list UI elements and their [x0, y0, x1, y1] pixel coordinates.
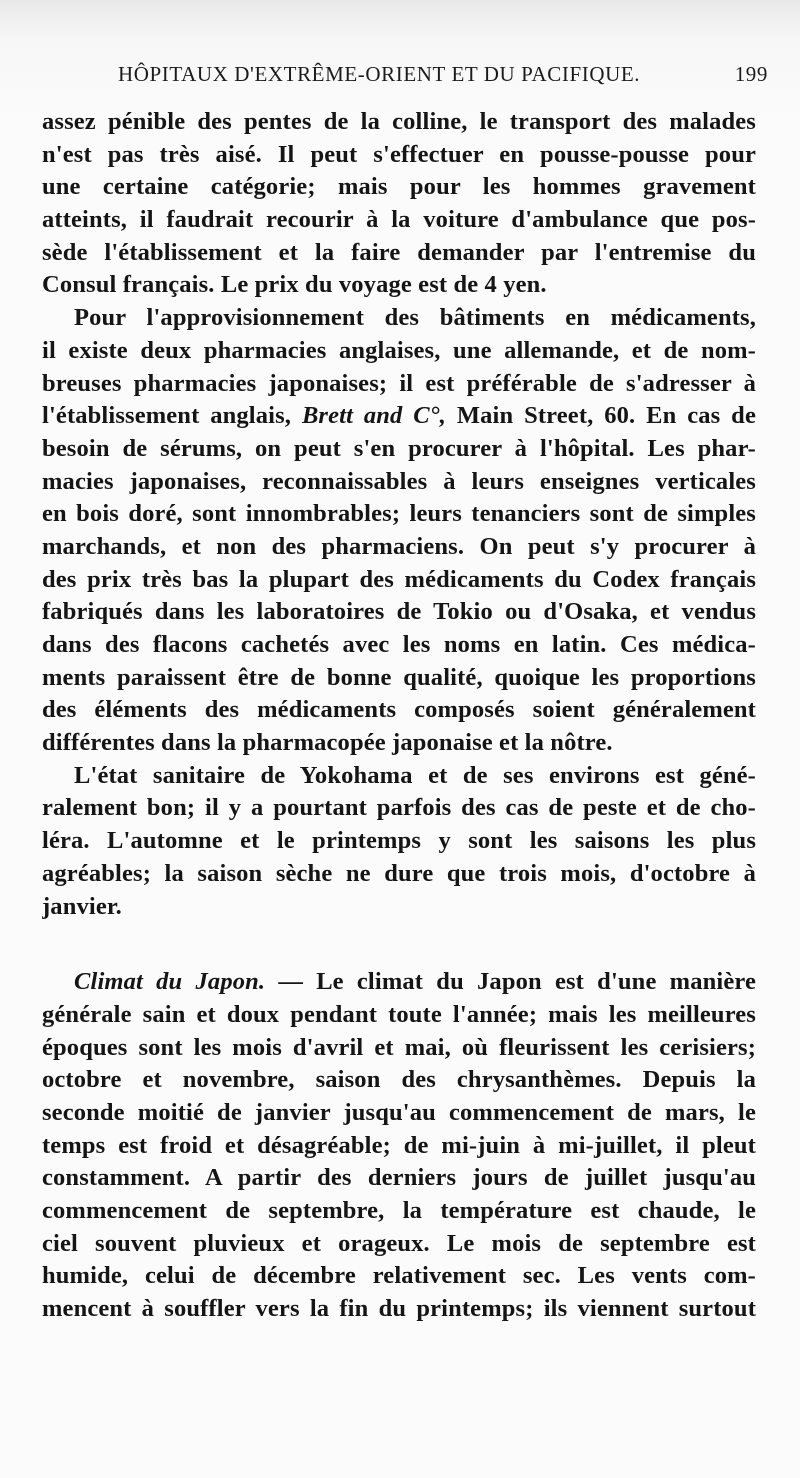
body-text: [42, 106, 756, 1326]
text-line: commencement de septembre, la température est chaude, le: [42, 1197, 756, 1224]
text-line: des prix très bas la plupart des médicaments du Codex français: [42, 565, 756, 593]
text-fragment: Main Street, 60. En cas de: [456, 402, 756, 430]
running-title: HÔPITAUX D'EXTRÊME-ORIENT ET DU PACIFIQUE.: [118, 62, 641, 86]
text-line: assez pénible des pentes de la colline, le transport des malades: [42, 108, 756, 135]
text-line: janvier.: [42, 892, 122, 920]
text-line: ments paraissent être de bonne qualité, quoique les proportions: [42, 663, 756, 691]
text-line: sède l'établissement et la faire demander par l'entremise du: [42, 238, 756, 266]
text-line: époques sont les mois d'avril et mai, où fleurissent les cerisiers;: [42, 1033, 756, 1061]
text-line: n'est pas très aisé. Il peut s'effectuer en pousse-pousse pour: [42, 140, 756, 168]
text-line: seconde moitié de janvier jusqu'au commencement de mars, le: [42, 1098, 756, 1126]
text-line: une certaine catégorie; mais pour les hommes gravement: [42, 173, 756, 201]
text-line: marchands, et non des pharmaciens. On peut s'y procurer à: [42, 532, 756, 560]
text-fragment: l'établissement anglais,: [42, 402, 292, 430]
text-fragment: — Le climat du Japon est d'une manière: [278, 968, 756, 996]
company-name: Brett and C°,: [301, 402, 447, 430]
text-line: L'état sanitaire de Yokohama et de ses environs est géné-: [74, 761, 756, 789]
text-line: ralement bon; il y a pourtant parfois des cas de peste et de cho-: [42, 794, 756, 822]
text-line: générale sain et doux pendant toute l'année; mais les meilleures: [42, 1000, 756, 1028]
text-line-with-citation: [42, 400, 756, 433]
text-line: besoin de sérums, on peut s'en procurer à l'hôpital. Les phar-: [42, 434, 756, 462]
text-line: temps est froid et désagréable; de mi-juin à mi-juillet, il pleut: [42, 1131, 756, 1159]
text-line: agréables; la saison sèche ne dure que trois mois, d'octobre à: [42, 859, 756, 887]
text-line: ciel souvent pluvieux et orageux. Le mois de septembre est: [42, 1229, 756, 1257]
text-line: différentes dans la pharmacopée japonaise et la nôtre.: [42, 729, 613, 757]
text-line: mencent à souffler vers la fin du printemps; ils viennent surtout: [42, 1295, 756, 1323]
text-line: Consul français. Le prix du voyage est de 4 yen.: [42, 271, 547, 299]
text-line: macies japonaises, reconnaissables à leurs enseignes verticales: [42, 467, 756, 495]
section-heading: Climat du Japon.: [74, 968, 266, 996]
text-line: Pour l'approvisionnement des bâtiments en médicaments,: [74, 304, 756, 332]
text-line: en bois doré, sont innombrables; leurs tenanciers sont de simples: [42, 500, 756, 528]
section-heading-line: [42, 966, 756, 999]
text-line: dans des flacons cachetés avec les noms en latin. Ces médica-: [42, 631, 756, 658]
text-line: breuses pharmacies japonaises; il est préférable de s'adresser à: [42, 369, 756, 397]
text-line: octobre et novembre, saison des chrysanthèmes. Depuis la: [42, 1066, 756, 1094]
text-line: humide, celui de décembre relativement sec. Les vents com-: [42, 1262, 756, 1290]
text-line: fabriqués dans les laboratoires de Tokio ou d'Osaka, et vendus: [42, 598, 756, 626]
text-line: léra. L'automne et le printemps y sont les saisons les plus: [42, 827, 756, 855]
page-number: 199: [734, 62, 768, 86]
text-line: atteints, il faudrait recourir à la voiture d'ambulance que pos-: [42, 206, 756, 234]
page-header: [118, 62, 768, 92]
text-line: des éléments des médicaments composés soient généralement: [42, 696, 756, 724]
section-spacer: [42, 923, 756, 966]
text-line: il existe deux pharmacies anglaises, une allemande, et de nom-: [42, 336, 756, 364]
text-line: constamment. A partir des derniers jours de juillet jusqu'au: [42, 1164, 756, 1192]
